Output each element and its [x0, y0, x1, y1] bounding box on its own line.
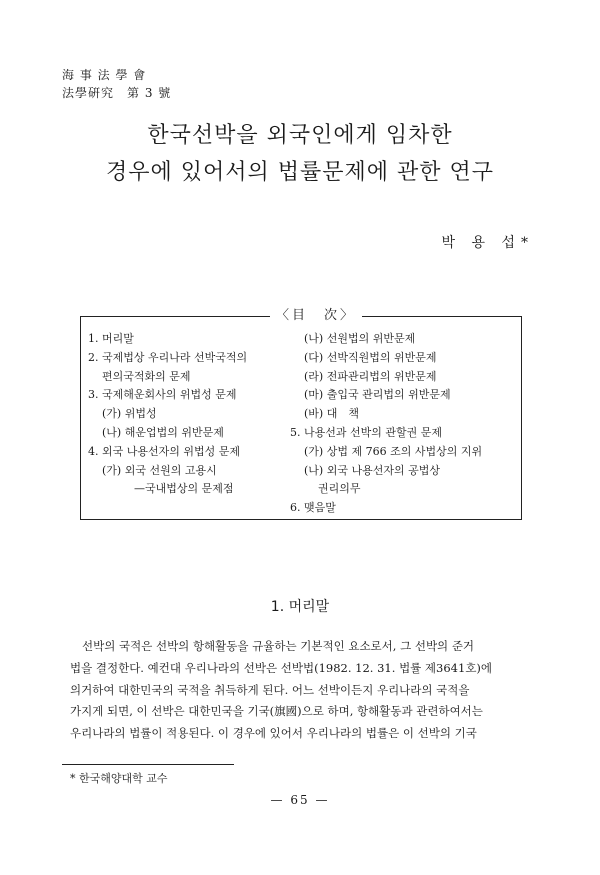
body-line: 의거하여 대한민국의 국적을 취득하게 된다. 어느 선박이든지 우리나라의 국적을	[70, 682, 470, 697]
section-heading: 1. 머리말	[270, 599, 330, 615]
body-line: 법을 결정한다. 예컨대 우리나라의 선박은 선박법(1982. 12. 31. 법률 제3641호)에	[70, 660, 493, 675]
author-name: 박 용 섭*	[441, 235, 534, 251]
toc-item: —국내법상의 문제점	[134, 482, 234, 496]
toc-item: (나) 외국 나용선자의 공법상	[304, 463, 440, 477]
paper-title-line-2: 경우에 있어서의 법률문제에 관한 연구	[105, 160, 494, 185]
toc-item: (마) 출입국 관리법의 위반문제	[304, 388, 451, 402]
toc-item: 2. 국제법상 우리나라 선박국적의	[88, 350, 248, 364]
toc-item: (라) 전파관리법의 위반문제	[304, 369, 437, 383]
page-number: — 65 —	[270, 793, 330, 807]
toc-left-column	[88, 330, 288, 499]
toc-item: 3. 국제해운회사의 위법성 문제	[88, 388, 237, 402]
toc-item: (나) 선원법의 위반문제	[304, 332, 416, 345]
body-line: 가지게 되면, 이 선박은 대한민국을 기국(旗國)으로 하며, 항해활동과 관련하여서는	[70, 704, 483, 719]
body-line: 선박의 국적은 선박의 항해활동을 규율하는 기본적인 요소로서, 그 선박의 준거	[82, 639, 475, 653]
toc-item: (가) 위법성	[102, 407, 157, 421]
journal-name: 海 事 法 學 會	[62, 68, 147, 82]
footnote-divider	[62, 764, 234, 765]
toc-item: 권리의무	[318, 482, 361, 496]
body-paragraph	[70, 636, 532, 745]
toc-item: 5. 나용선과 선박의 관할권 문제	[290, 425, 442, 439]
toc-item: 1. 머리말	[88, 332, 134, 345]
paper-title-line-1: 한국선박을 외국인에게 임차한	[147, 123, 453, 148]
journal-issue: 法學硏究 第 3 號	[62, 86, 172, 100]
toc-item: (바) 대 책	[304, 407, 359, 421]
toc-item: 4. 외국 나용선자의 위법성 문제	[88, 444, 240, 458]
footnote: * 한국해양대학 교수	[70, 772, 168, 785]
toc-right-column	[290, 330, 518, 518]
toc-item: (가) 상법 제 766 조의 사법상의 지위	[304, 444, 483, 458]
toc-item: 6. 맺음말	[290, 501, 336, 515]
body-line: 우리나라의 법률이 적용된다. 이 경우에 있어서 우리나라의 법률은 이 선박의 기국	[70, 726, 477, 741]
toc-item: (가) 외국 선원의 고용시	[102, 463, 217, 477]
toc-item: 편의국적화의 문제	[102, 369, 191, 383]
toc-item: (나) 해운업법의 위반문제	[102, 425, 224, 439]
toc-heading: 〈目 次〉	[270, 304, 362, 323]
toc-item: (다) 선박직원법의 위반문제	[304, 350, 437, 364]
